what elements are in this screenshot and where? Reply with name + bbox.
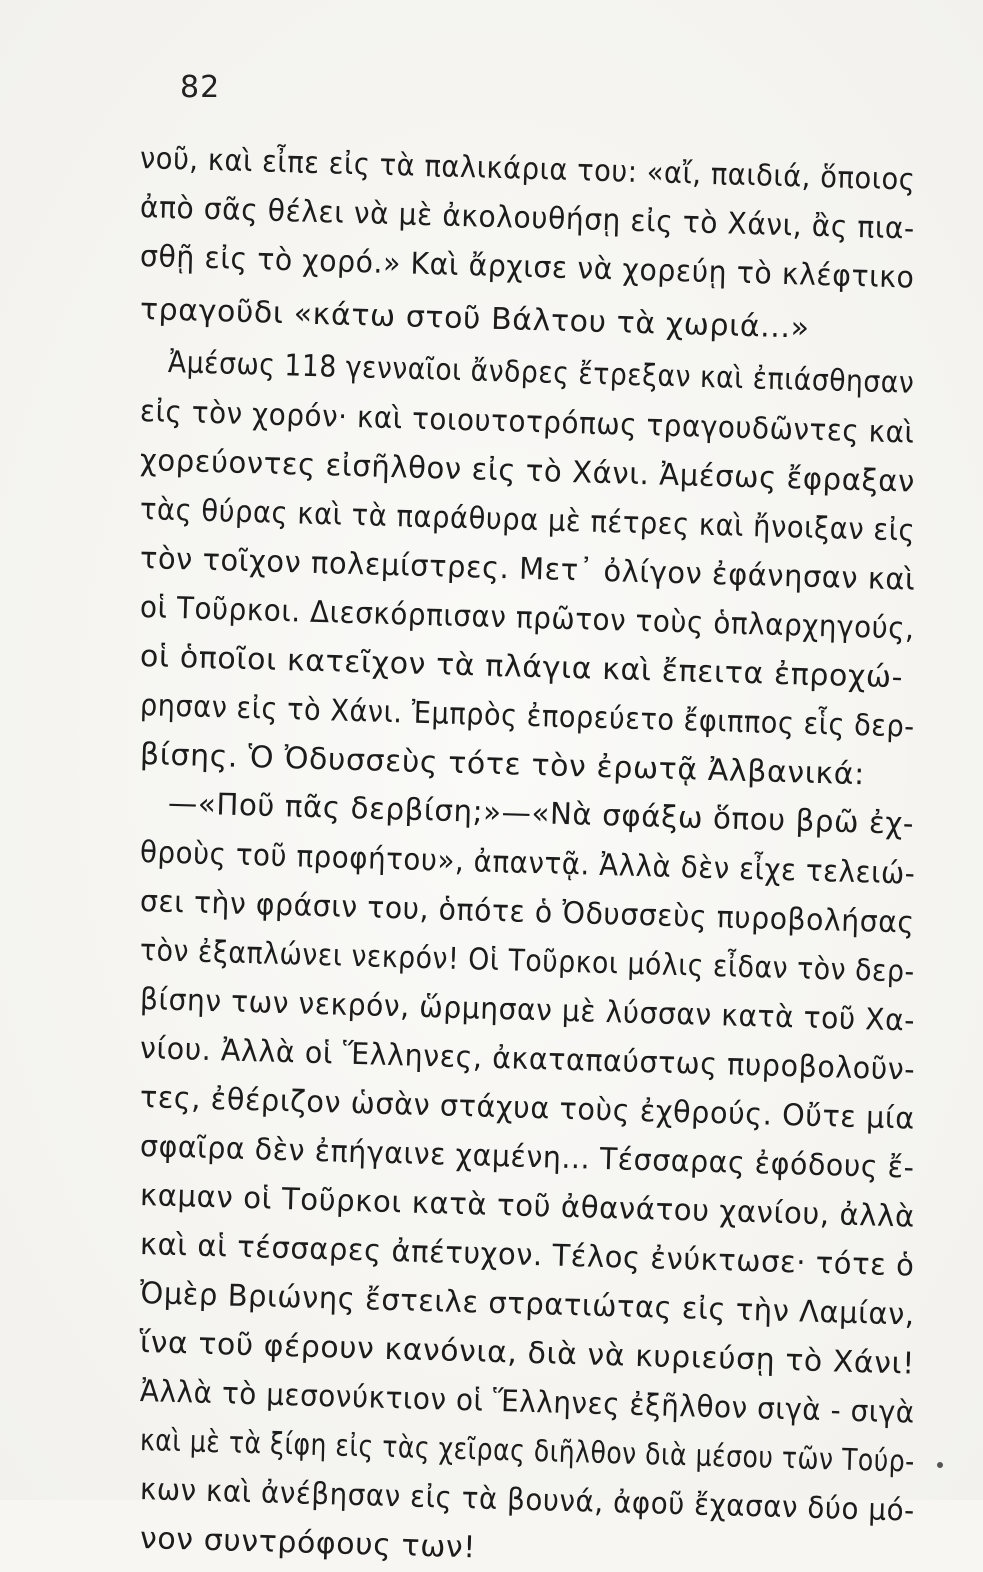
text-line: βίσης. Ὁ Ὀδυσσεὺς τότε τὸν ἐρωτᾷ Ἀλβανικά: bbox=[139, 737, 866, 793]
text-line: τὰς θύρας καὶ τὰ παράθυρα μὲ πέτρες καὶ ἤνοιξαν εἰς bbox=[139, 492, 916, 549]
text-line: σφαῖρα δὲν ἐπήγαινε χαμένη... Τέσσαρας ἐφόδους ἔ- bbox=[139, 1129, 915, 1186]
text-line: ρησαν εἰς τὸ Χάνι. Ἐμπρὸς ἐπορεύετο ἔφιππος εἷς δερ- bbox=[139, 688, 916, 745]
text-line: τὸν ἐξαπλώνει νεκρόν! Οἱ Τοῦρκοι μόλις εἶδαν τὸν δερ- bbox=[139, 933, 916, 990]
text-line: σει τὴν φράσιν του, ὁπότε ὁ Ὀδυσσεὺς πυροβολήσας bbox=[139, 884, 916, 941]
text-line: σθῇ εἰς τὸ χορό.» Καὶ ἄρχισε νὰ χορεύῃ τὸ κλέφτικο bbox=[139, 239, 915, 296]
text-line: καμαν οἱ Τοῦρκοι κατὰ τοῦ ἀθανάτου χανίου, ἀλλὰ bbox=[139, 1178, 916, 1235]
text-line: νίου. Ἀλλὰ οἱ Ἕλληνες, ἀκαταπαύστως πυροβολοῦν- bbox=[139, 1031, 916, 1088]
print-speck bbox=[937, 1462, 943, 1468]
text-line: νον συντρόφους των! bbox=[139, 1521, 477, 1566]
text-line: Ἀμέσως 118 γενναῖοι ἄνδρες ἔτρεξαν καὶ ἐπιάσθησαν bbox=[167, 345, 915, 401]
text-line: ἵνα τοῦ φέρουν κανόνια, διὰ νὰ κυριεύσῃ τὸ Χάνι! bbox=[139, 1325, 916, 1382]
text-line: καὶ μὲ τὰ ξίφη εἰς τὰς χεῖρας διῆλθον διὰ μέσου τῶν Τούρ- bbox=[139, 1423, 916, 1480]
text-line: τες, ἐθέριζον ὡσὰν στάχυα τοὺς ἐχθρούς. Οὔτε μία bbox=[139, 1080, 916, 1137]
text-line: βίσην των νεκρόν, ὥρμησαν μὲ λύσσαν κατὰ τοῦ Χα- bbox=[139, 982, 916, 1039]
text-line: —«Ποῦ πᾶς δερβίση;»—«Νὰ σφάξω ὅπου βρῶ ἐχ- bbox=[167, 786, 915, 842]
text-line: νοῦ, καὶ εἶπε εἰς τὰ παλικάρια του: «αἴ, παιδιά, ὅποιος bbox=[139, 141, 916, 198]
text-line: τὸν τοῖχον πολεμίστρες. Μετ᾽ ὀλίγον ἐφάνησαν καὶ bbox=[139, 541, 916, 598]
text-line: οἱ Τοῦρκοι. Διεσκόρπισαν πρῶτον τοὺς ὁπλαρχηγούς, bbox=[139, 590, 916, 647]
text-line: εἰς τὸν χορόν· καὶ τοιουτοτρόπως τραγουδῶντες καὶ bbox=[139, 394, 915, 451]
text-line: Ὀμὲρ Βριώνης ἔστειλε στρατιώτας εἰς τὴν Λαμίαν, bbox=[139, 1276, 916, 1333]
text-line: οἱ ὁποῖοι κατεῖχον τὰ πλάγια καὶ ἔπειτα ἐπροχώ- bbox=[139, 639, 904, 696]
text-line: θροὺς τοῦ προφήτου», ἀπαντᾷ. Ἀλλὰ δὲν εἶχε τελειώ- bbox=[139, 835, 916, 892]
page-number: 82 bbox=[180, 70, 221, 105]
text-line: χορεύοντες εἰσῆλθον εἰς τὸ Χάνι. Ἀμέσως ἔφραξαν bbox=[139, 443, 916, 500]
text-line: καὶ αἱ τέσσαρες ἀπέτυχον. Τέλος ἐνύκτωσε· τότε ὁ bbox=[139, 1227, 915, 1284]
text-line: Ἀλλὰ τὸ μεσονύκτιον οἱ Ἕλληνες ἐξῆλθον σιγὰ - σιγὰ bbox=[139, 1374, 916, 1431]
text-line: τραγοῦδι «κάτω στοῦ Βάλτου τὰ χωριά...» bbox=[139, 292, 811, 346]
text-line: ἀπὸ σᾶς θέλει νὰ μὲ ἀκολουθήσῃ εἰς τὸ Χάνι, ἂς πια- bbox=[139, 190, 916, 247]
text-line: κων καὶ ἀνέβησαν εἰς τὰ βουνά, ἀφοῦ ἔχασαν δύο μό- bbox=[139, 1472, 916, 1529]
